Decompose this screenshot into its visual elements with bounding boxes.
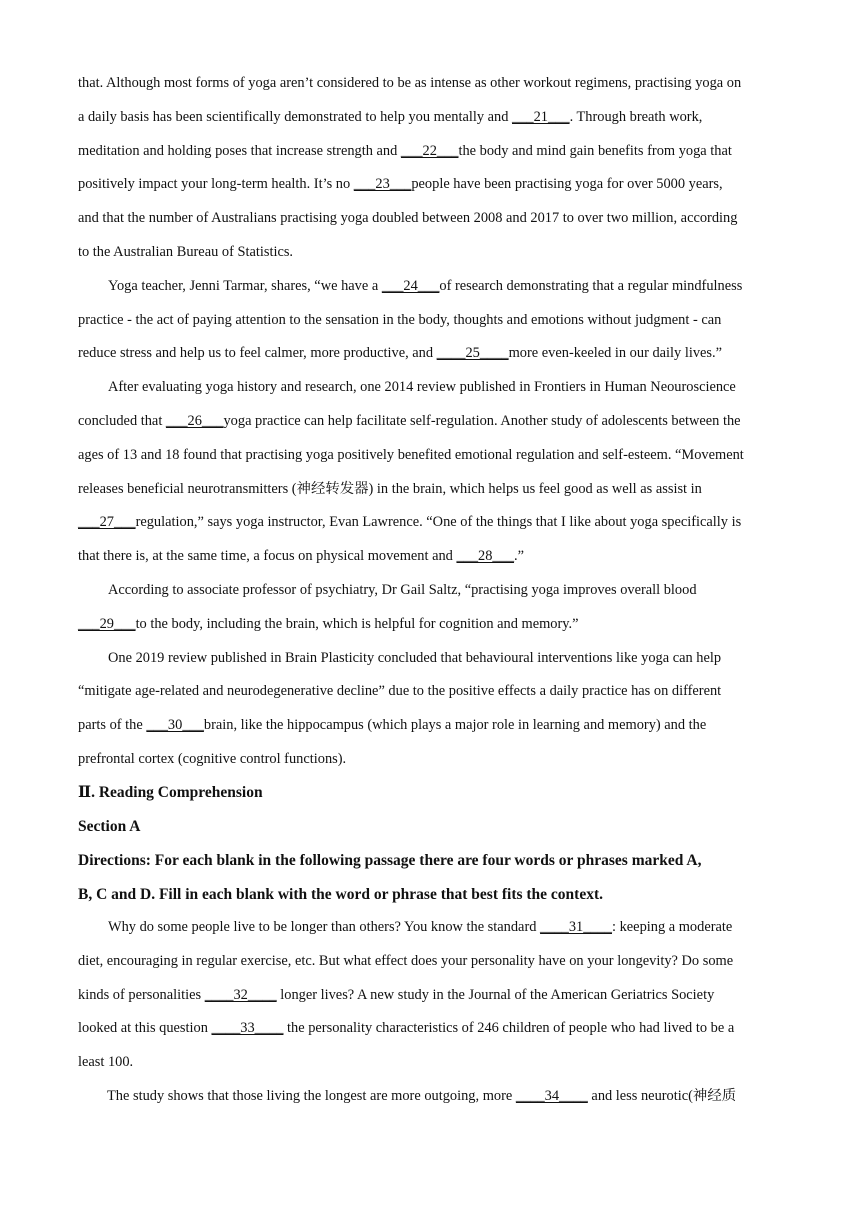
text-line — [78, 911, 782, 945]
text-segment: kinds of personalities — [78, 986, 205, 1003]
text-line: that. Although most forms of yoga aren’t considered to be as intense as other workout regimens, practising yoga on — [78, 75, 742, 91]
text-line — [78, 168, 782, 202]
blank-31: ____31____ — [540, 919, 612, 935]
text-line: diet, encouraging in regular exercise, etc. But what effect does your personality have on your longevity? Do some — [78, 952, 734, 969]
blank-34: ____34____ — [515, 1087, 588, 1104]
text-segment: a daily basis has been scientifically demonstrated to help you mentally and — [78, 108, 512, 125]
text-segment: and less neurotic(神经质 — [587, 1087, 737, 1104]
text-line: to the Australian Bureau of Statistics. — [78, 243, 294, 260]
text-segment: longer lives? A new study in the Journal of the American Geriatrics Society — [276, 986, 715, 1003]
blank-28: ___28___ — [456, 548, 515, 565]
text-line — [78, 1080, 782, 1114]
blank-23: ___23___ — [353, 176, 412, 193]
text-line — [78, 540, 782, 574]
passage-yoga — [78, 67, 782, 777]
text-line — [78, 506, 782, 540]
passage-longevity — [78, 911, 782, 1114]
directions-line: B, C and D. Fill in each blank with the word or phrase that best fits the context. — [78, 885, 604, 903]
text-segment: regulation,” says yoga instructor, Evan Lawrence. “One of the things that I like about yoga specifically is — [135, 514, 742, 531]
text-segment: looked at this question — [78, 1020, 212, 1037]
text-segment: people have been practising yoga for over 5000 years, — [411, 176, 723, 193]
blank-27: ___27___ — [78, 514, 136, 531]
text-segment: more even-keeled in our daily lives.” — [508, 345, 722, 362]
text-segment: meditation and holding poses that increase strength and — [78, 142, 401, 159]
blank-21: ___21___ — [512, 108, 570, 125]
text-line: “mitigate age-related and neurodegenerative decline” due to the positive effects a daily practice has on different — [78, 683, 722, 700]
text-segment: . Through breath work, — [569, 108, 703, 125]
text-segment: brain, like the hippocampus (which plays a major role in learning and memory) and the — [203, 717, 707, 734]
text-line: least 100. — [78, 1054, 134, 1071]
text-line — [78, 101, 782, 135]
text-segment: yoga practice can help facilitate self-regulation. Another study of adolescents between the — [223, 412, 741, 429]
text-line: and that the number of Australians practising yoga doubled between 2008 and 2017 to over two million, according — [78, 210, 738, 227]
text-segment: .” — [514, 548, 525, 565]
directions — [78, 844, 782, 912]
text-line — [78, 135, 782, 169]
text-segment: reduce stress and help us to feel calmer, more productive, and — [78, 345, 437, 362]
text-line — [78, 337, 782, 371]
text-line: ages of 13 and 18 found that practising yoga positively benefited emotional regulation and self-esteem. “Movement — [78, 446, 744, 463]
section-subheading: Section A — [78, 818, 141, 835]
text-segment: the body and mind gain benefits from yoga that — [458, 142, 732, 159]
text-line — [78, 979, 782, 1013]
blank-25: ____25____ — [436, 345, 509, 362]
text-segment: concluded that — [78, 412, 166, 429]
text-line — [78, 1012, 782, 1046]
text-segment: The study shows that those living the longest are more outgoing, more — [107, 1087, 516, 1104]
blank-26: ___26___ — [165, 412, 224, 429]
blank-32: ____32____ — [204, 986, 277, 1003]
text-segment: parts of the — [78, 717, 147, 734]
section-heading: Ⅱ. Reading Comprehension — [78, 784, 263, 801]
text-line: After evaluating yoga history and research, one 2014 review published in Frontiers in Human Neouroscience — [108, 379, 736, 396]
text-line: releases beneficial neurotransmitters (神经转发器) in the brain, which helps us feel good as well as assist in — [78, 480, 702, 497]
directions-line: Directions: For each blank in the following passage there are four words or phrases marked A, — [78, 852, 702, 869]
text-line: According to associate professor of psychiatry, Dr Gail Saltz, “practising yoga improves overall blood — [108, 581, 697, 598]
blank-24: ___24___ — [381, 277, 440, 294]
text-line: prefrontal cortex (cognitive control functions). — [78, 750, 347, 767]
text-line — [78, 608, 782, 642]
text-line: practice - the act of paying attention to the sensation in the body, thoughts and emotions without judgment - can — [78, 311, 722, 328]
text-segment: the personality characteristics of 246 children of people who had lived to be a — [283, 1020, 735, 1037]
text-line — [78, 709, 782, 743]
text-segment: Why do some people live to be longer than others? You know the standard — [108, 919, 541, 935]
text-segment: of research demonstrating that a regular mindfulness — [439, 277, 743, 294]
blank-22: ___22___ — [400, 142, 459, 159]
blank-30: ___30___ — [146, 717, 204, 734]
text-line — [78, 405, 782, 439]
text-segment: to the body, including the brain, which is helpful for cognition and memory.” — [135, 615, 579, 632]
text-segment: Yoga teacher, Jenni Tarmar, shares, “we have a — [108, 277, 382, 294]
text-segment: : keeping a moderate — [612, 919, 733, 935]
text-segment: positively impact your long-term health. It’s no — [78, 176, 354, 193]
blank-29: ___29___ — [78, 615, 136, 632]
blank-33: ____33____ — [211, 1020, 284, 1037]
text-line — [78, 270, 782, 304]
text-segment: that there is, at the same time, a focus on physical movement and — [78, 548, 457, 565]
text-line: One 2019 review published in Brain Plasticity concluded that behavioural interventions like yoga can help — [108, 649, 722, 666]
